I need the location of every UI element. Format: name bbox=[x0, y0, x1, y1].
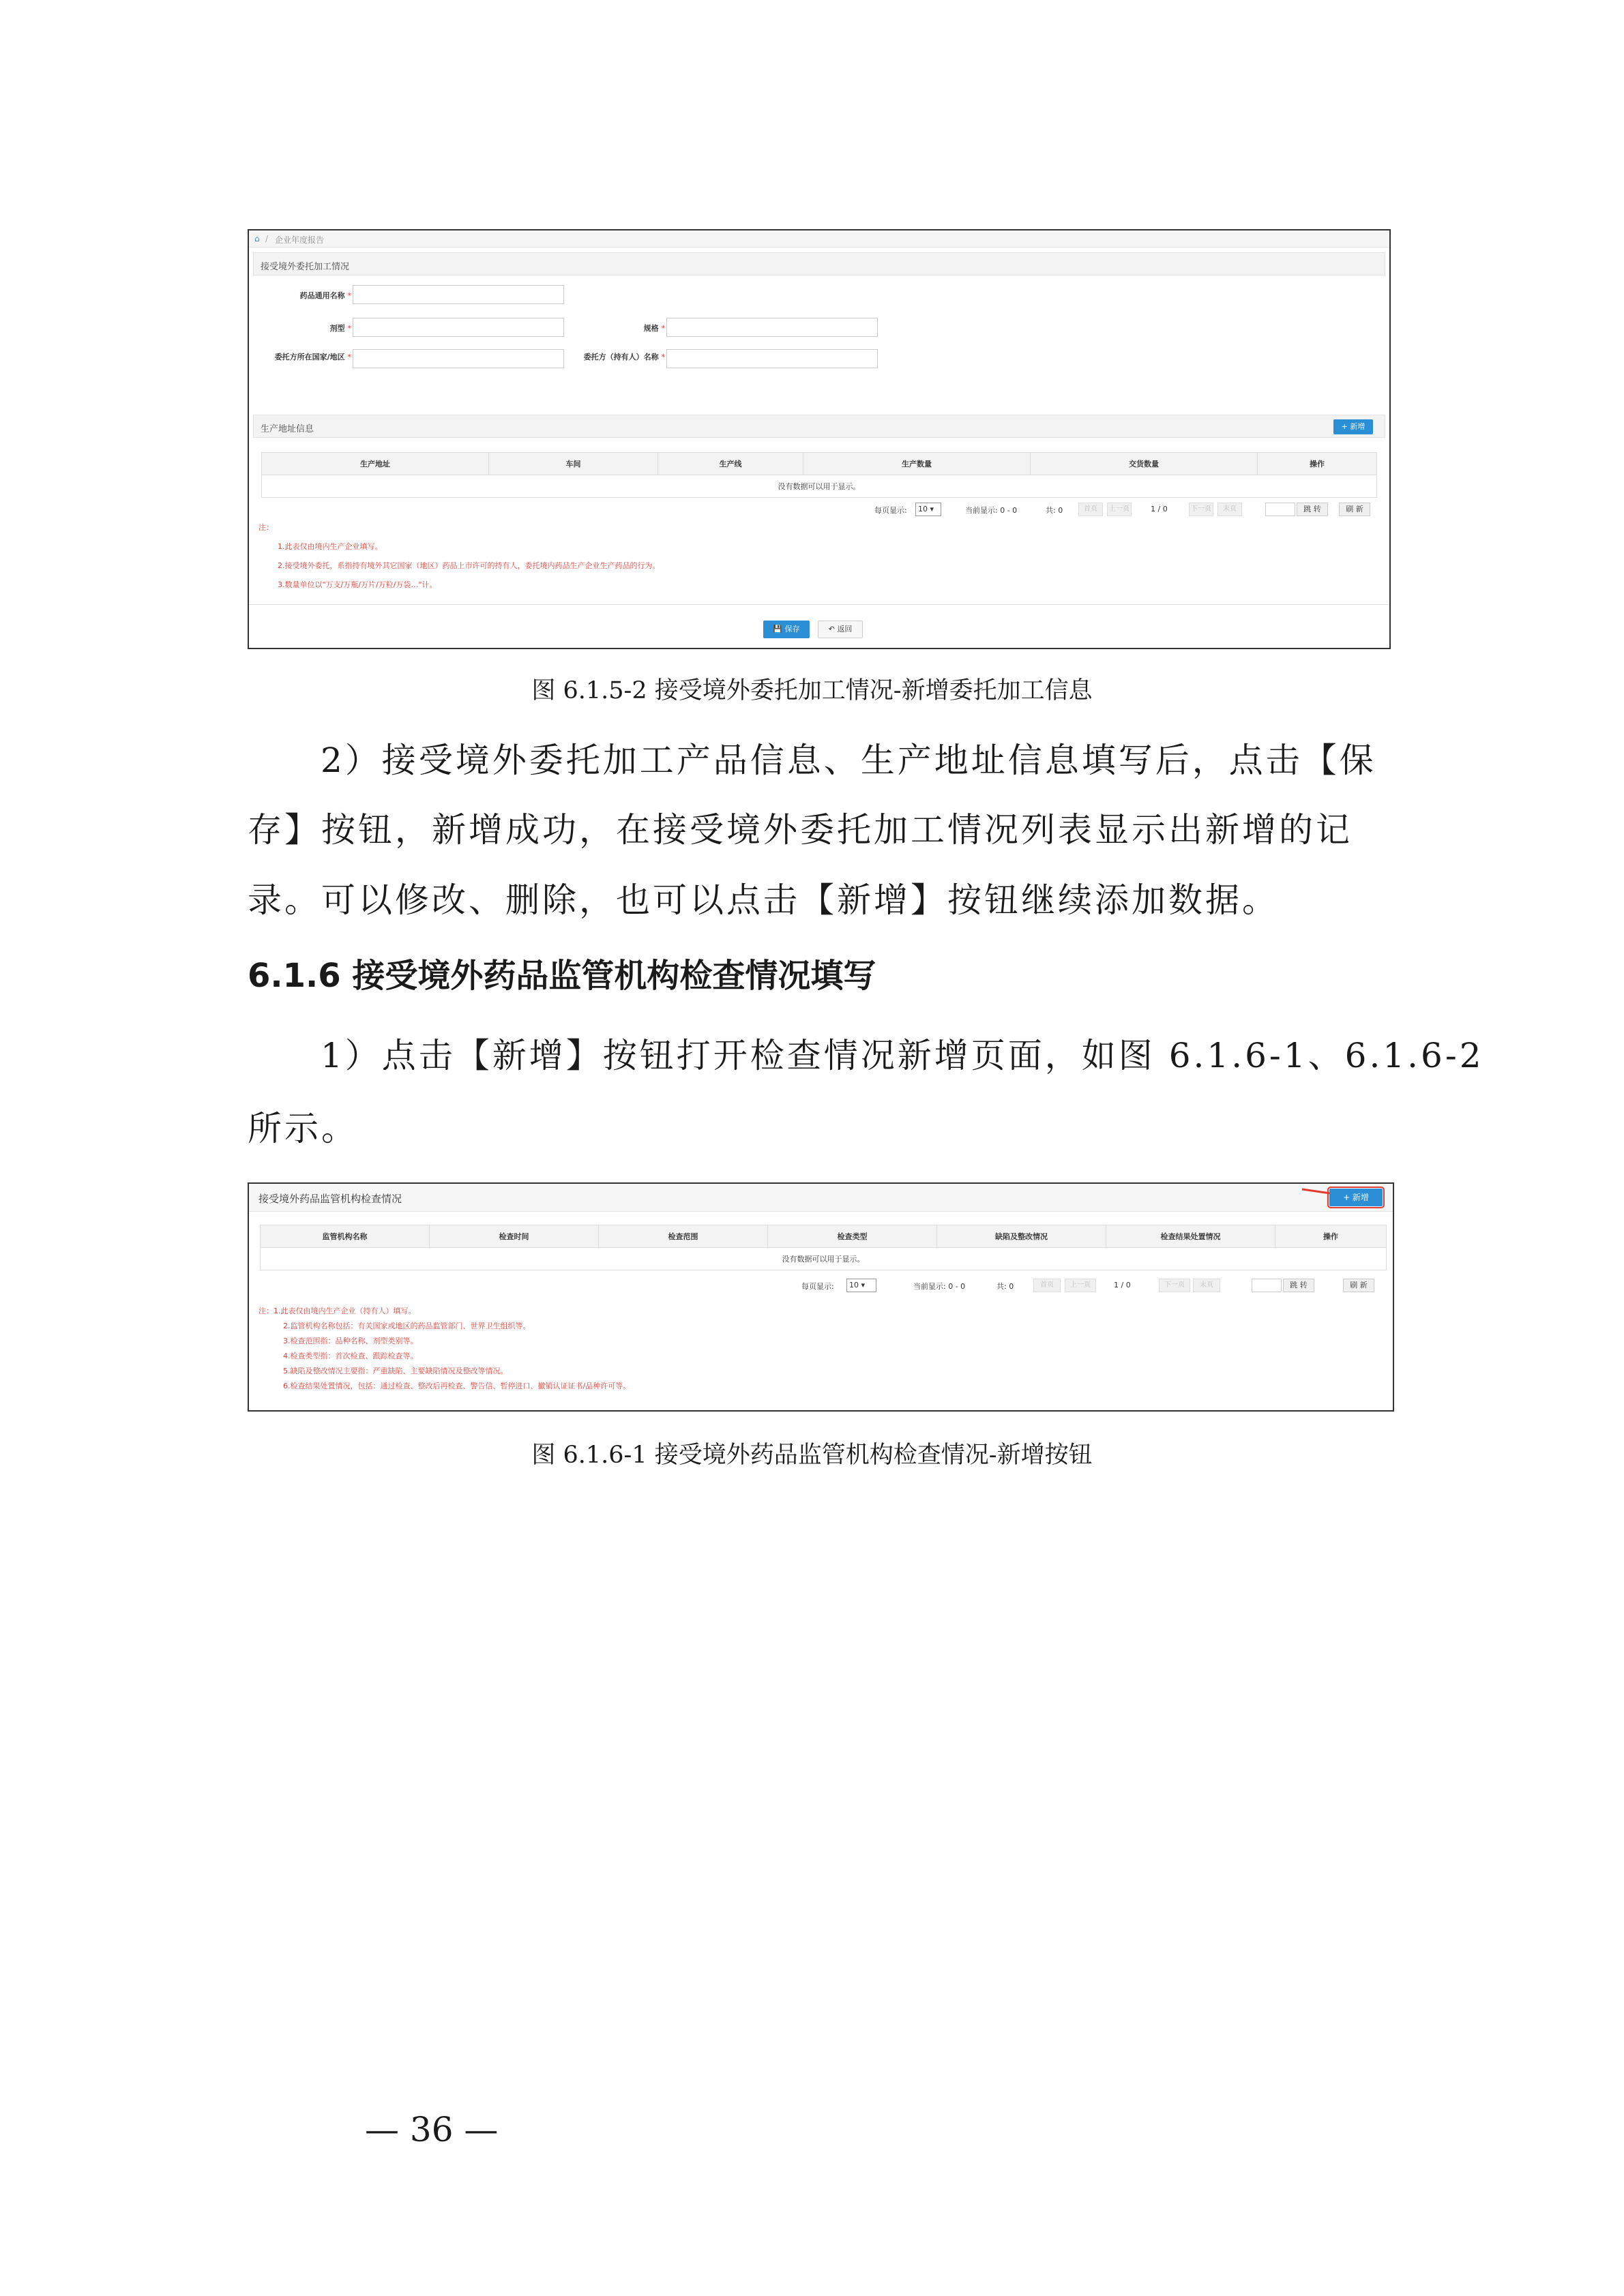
column-header[interactable]: 生产线 bbox=[658, 453, 803, 475]
column-header[interactable]: 检查类型 bbox=[768, 1225, 937, 1248]
drug-name-label: 药品通用名称 * bbox=[299, 291, 351, 300]
column-header[interactable]: 检查结果处置情况 bbox=[1106, 1225, 1275, 1248]
figure-1-screenshot bbox=[248, 229, 1391, 649]
address-section-title: 生产地址信息 bbox=[261, 424, 314, 434]
pagination bbox=[249, 505, 1392, 518]
table-header-row bbox=[261, 1225, 1387, 1248]
breadcrumb-item[interactable]: 企业年度报告 bbox=[275, 235, 325, 245]
column-header[interactable]: 缺陷及整改情况 bbox=[937, 1225, 1106, 1248]
total-count: 共: 0 bbox=[996, 1282, 1014, 1291]
per-page-select[interactable]: 10 ▾ bbox=[915, 503, 941, 516]
refresh-button[interactable]: 刷 新 bbox=[1343, 1279, 1374, 1292]
paragraph-line: 存】按钮，新增成功，在接受境外委托加工情况列表显示出新增的记 bbox=[248, 810, 1353, 850]
last-page-button[interactable]: 末页 bbox=[1193, 1279, 1220, 1292]
column-header[interactable]: 操作 bbox=[1258, 453, 1377, 475]
inspection-table bbox=[260, 1225, 1387, 1270]
column-header[interactable]: 生产地址 bbox=[262, 453, 489, 475]
per-page-select[interactable]: 10 ▾ bbox=[846, 1279, 876, 1292]
first-page-button[interactable]: 首页 bbox=[1033, 1279, 1061, 1292]
prev-page-button[interactable]: 上一页 bbox=[1065, 1279, 1096, 1292]
breadcrumb: ⌂ / 企业年度报告 bbox=[249, 230, 1389, 248]
empty-message: 没有数据可以用于显示。 bbox=[262, 475, 1377, 498]
next-page-button[interactable]: 下一页 bbox=[1189, 503, 1213, 516]
column-header[interactable]: 交货数量 bbox=[1031, 453, 1258, 475]
empty-message: 没有数据可以用于显示。 bbox=[261, 1248, 1387, 1270]
add-address-button[interactable]: + 新增 bbox=[1333, 419, 1373, 434]
jump-button[interactable]: 跳 转 bbox=[1297, 503, 1328, 516]
address-section-header bbox=[253, 415, 1385, 438]
column-header[interactable]: 检查范围 bbox=[599, 1225, 768, 1248]
section-heading: 6.1.6 接受境外药品监管机构检查情况填写 bbox=[248, 957, 876, 995]
figure-2-screenshot bbox=[248, 1182, 1394, 1412]
country-input[interactable] bbox=[353, 349, 564, 368]
notes bbox=[259, 518, 660, 595]
figure-2-caption: 图 6.1.6-1 接受境外药品监管机构检查情况-新增按钮 bbox=[531, 1442, 1093, 1469]
jump-page-input[interactable] bbox=[1252, 1279, 1282, 1292]
per-page-label: 每页显示: bbox=[874, 506, 907, 515]
column-header[interactable]: 操作 bbox=[1275, 1225, 1387, 1248]
paragraph-line: 录。可以修改、删除，也可以点击【新增】按钮继续添加数据。 bbox=[248, 880, 1279, 920]
paragraph-line: 所示。 bbox=[248, 1109, 358, 1148]
note-line: 注：1.此表仅由境内生产企业（持有人）填写。 bbox=[259, 1307, 416, 1315]
column-header[interactable]: 监管机构名称 bbox=[261, 1225, 430, 1248]
column-header[interactable]: 生产数量 bbox=[803, 453, 1031, 475]
table-header-row bbox=[262, 453, 1377, 475]
dosage-form-input[interactable] bbox=[353, 318, 564, 337]
figure-1-caption: 图 6.1.5-2 接受境外委托加工情况-新增委托加工信息 bbox=[531, 677, 1093, 704]
paragraph-line: 2）接受境外委托加工产品信息、生产地址信息填写后，点击【保 bbox=[321, 741, 1376, 780]
panel-header bbox=[253, 252, 1385, 275]
country-label: 委托方所在国家/地区 * bbox=[274, 353, 351, 361]
first-page-button[interactable]: 首页 bbox=[1078, 503, 1103, 516]
page-info: 1 / 0 bbox=[1151, 505, 1168, 513]
next-page-button[interactable]: 下一页 bbox=[1159, 1279, 1190, 1292]
note-line: 3.数量单位以"万支/万瓶/万片/万粒/万袋…"计。 bbox=[278, 580, 437, 589]
table-row bbox=[261, 1248, 1387, 1270]
address-table bbox=[261, 452, 1377, 498]
panel-title: 接受境外委托加工情况 bbox=[261, 262, 350, 272]
spec-input[interactable] bbox=[666, 318, 878, 337]
holder-name-input[interactable] bbox=[666, 349, 878, 368]
per-page-label: 每页显示: bbox=[801, 1282, 834, 1291]
total-count: 共: 0 bbox=[1046, 506, 1063, 515]
pagination bbox=[249, 1281, 1392, 1294]
paragraph-line: 1）点击【新增】按钮打开检查情况新增页面，如图 6.1.6-1、6.1.6-2 bbox=[321, 1036, 1484, 1075]
home-icon[interactable]: ⌂ bbox=[254, 234, 260, 243]
drug-name-input[interactable] bbox=[353, 285, 564, 304]
note-line: 3.检查范围指：品种名称、剂型类别等。 bbox=[283, 1337, 418, 1345]
notes bbox=[259, 1304, 630, 1394]
column-header[interactable]: 车间 bbox=[489, 453, 658, 475]
table-row bbox=[262, 475, 1377, 498]
last-page-button[interactable]: 末页 bbox=[1217, 503, 1242, 516]
note-line: 1.此表仅由境内生产企业填写。 bbox=[278, 542, 383, 551]
divider bbox=[249, 604, 1389, 605]
note-line: 5.缺陷及整改情况主要指：严重缺陷、主要缺陷情况及整改等情况。 bbox=[283, 1367, 508, 1375]
page-number: — 36 — bbox=[365, 2110, 499, 2149]
note-line: 2.接受境外委托，系指持有境外其它国家（地区）药品上市许可的持有人，委托境内药品生产企业生产药品的行为。 bbox=[278, 561, 660, 570]
panel-title: 接受境外药品监管机构检查情况 bbox=[259, 1193, 402, 1205]
back-button[interactable]: ↶ 返回 bbox=[818, 621, 863, 638]
holder-name-label: 委托方（持有人）名称 * bbox=[583, 353, 665, 361]
refresh-button[interactable]: 刷 新 bbox=[1339, 503, 1370, 516]
add-inspection-button[interactable]: + 新增 bbox=[1329, 1189, 1383, 1206]
jump-button[interactable]: 跳 转 bbox=[1283, 1279, 1314, 1292]
prev-page-button[interactable]: 上一页 bbox=[1107, 503, 1132, 516]
note-line: 注： bbox=[259, 523, 274, 532]
note-line: 6.检查结果处置情况，包括：通过检查、整改后再检查、警告信、暂停进口、撤销认证证书/品种许可等。 bbox=[283, 1382, 631, 1390]
current-range: 当前显示: 0 - 0 bbox=[913, 1282, 966, 1291]
note-line: 4.检查类型指：首次检查、跟踪检查等。 bbox=[283, 1352, 418, 1360]
panel-header bbox=[249, 1184, 1393, 1212]
dosage-form-label: 剂型 * bbox=[329, 324, 351, 333]
save-button[interactable]: 💾 保存 bbox=[763, 621, 810, 638]
spec-label: 规格 * bbox=[643, 324, 665, 333]
column-header[interactable]: 检查时间 bbox=[430, 1225, 599, 1248]
note-line: 2.监管机构名称包括：有关国家或地区的药品监管部门、世界卫生组织等。 bbox=[283, 1322, 531, 1330]
current-range: 当前显示: 0 - 0 bbox=[965, 506, 1018, 515]
jump-page-input[interactable] bbox=[1265, 503, 1295, 516]
page-info: 1 / 0 bbox=[1114, 1281, 1131, 1289]
